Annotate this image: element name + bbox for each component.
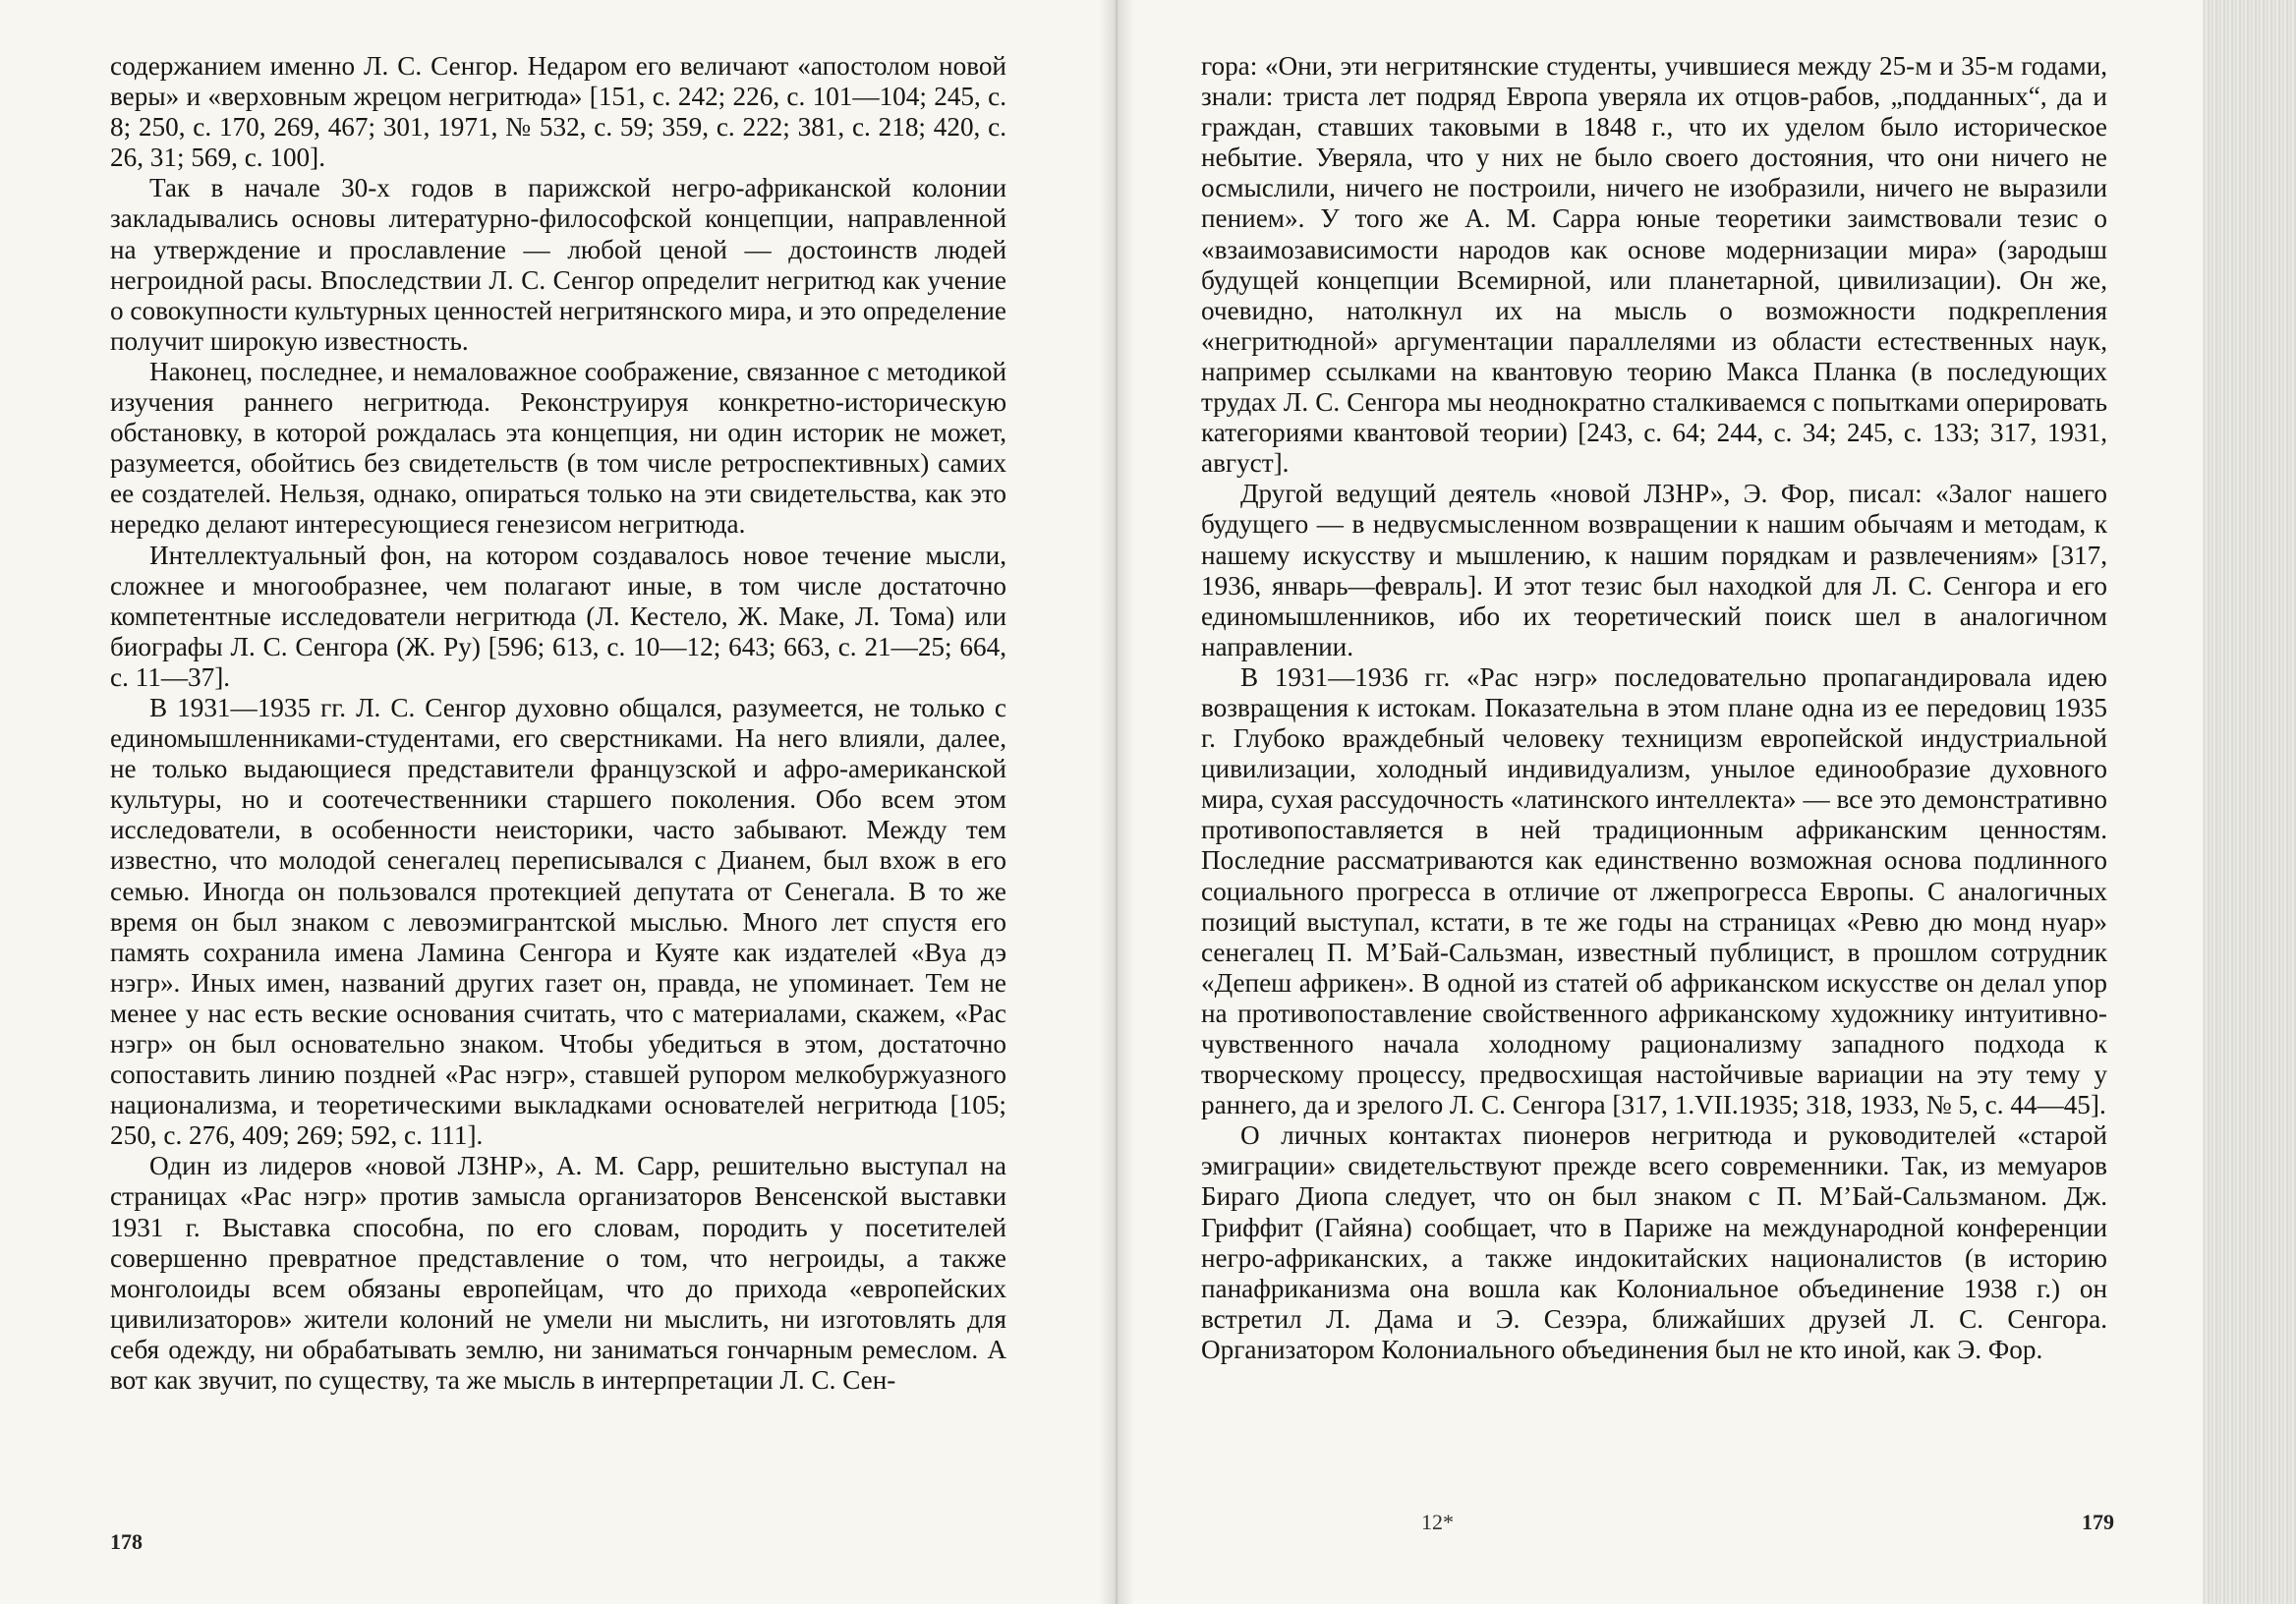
page-edges: [2203, 0, 2296, 1604]
right-page: [1201, 51, 2107, 1365]
page-gutter: [1099, 0, 1134, 1604]
paragraph: В 1931—1935 гг. Л. С. Сенгор духовно общался, разумеется, не только с единомышленниками-студентами, его сверстниками. На него влияли, далее, не только выдающиеся представители французской и афро-американской культуры, но и соотечественники старшего поколения. Обо всем этом исследователи, в особенности неисторики, часто забывают. Между тем известно, что молодой сенегалец переписывался с Дианем, был вхож в его семью. Иногда он пользовался протекцией депутата от Сенегала. В то же время он был знаком с левоэмигрантской мыслью. Много лет спустя его память сохранила имена Ламина Сенгора и Куяте как издателей «Вуа дэ нэгр». Иных имен, названий других газет он, правда, не упоминает. Тем не менее у нас есть веские основания считать, что с материалами, скажем, «Рас нэгр» он был основательно знаком. Чтобы убедиться в этом, достаточно сопоставить линию поздней «Рас нэгр», ставшей рупором мелкобуржуазного национализма, и теоретическими выкладками основателей негритюда [105; 250, с. 276, 409; 269; 592, с. 111].: [110, 692, 1006, 1151]
paragraph: В 1931—1936 гг. «Рас нэгр» последовательно пропагандировала идею возвращения к истокам. Показательна в этом плане одна из ее передовиц 1935 г. Глубоко враждебный человеку техницизм европейской индустриальной цивилизации, холодный индивидуализм, унылое единообразие духовного мира, сухая рассудочность «латинского интеллекта» — все это демонстративно противопоставляется в ней традиционным африканским ценностям. Последние рассматриваются как единственно возможная основа подлинного социального прогресса в отличие от лжепрогресса Европы. С аналогичных позиций выступал, кстати, в те же годы на страницах «Ревю дю монд нуар» сенегалец П. М’Бай-Сальзман, известный публицист, в прошлом сотрудник «Депеш африкен». В одной из статей об африканском искусстве он делал упор на противопоставление свойственного африканскому художнику интуитивно-чувственного начала холодному рационализму западного подхода к творческому процессу, предвосхищая настойчивые вариации на эту тему у раннего, да и зрелого Л. С. Сенгора [317, 1.VII.1935; 318, 1933, № 5, с. 44—45].: [1201, 661, 2107, 1120]
paragraph: Так в начале 30-х годов в парижской негро-африканской колонии закладывались основы литературно-философской концепции, направленной на утверждение и прославление — любой ценой — достоинств людей негроидной расы. Впоследствии Л. С. Сенгор определит негритюд как учение о совокупности культурных ценностей негритянского мира, и это определение получит широкую известность.: [110, 173, 1006, 356]
left-page: [110, 51, 1006, 1396]
paragraph: содержанием именно Л. С. Сенгор. Недаром его величают «апостолом новой веры» и «верховным жрецом негритюда» [151, с. 242; 226, с. 101—104; 245, с. 8; 250, с. 170, 269, 467; 301, 1971, № 532, с. 59; 359, с. 222; 381, с. 218; 420, с. 26, 31; 569, с. 100].: [110, 51, 1006, 173]
paragraph: гора: «Они, эти негритянские студенты, учившиеся между 25-м и 35-м годами, знали: триста лет подряд Европа уверяла их отцов-рабов, „подданных“, да и граждан, ставших таковыми в 1848 г., что их уделом было историческое небытие. Уверяла, что у них не было своего достояния, что они ничего не осмыслили, ничего не построили, ничего не изобразили, ничего не выразили пением». У того же А. М. Сарра юные теоретики заимствовали тезис о «взаимозависимости народов как основе модернизации мира» (зародыш будущей концепции Всемирной, или планетарной, цивилизации). Он же, очевидно, натолкнул их на мысль о возможности подкрепления «негритюдной» аргументации параллелями из области естественных наук, например ссылками на квантовую теорию Макса Планка (в последующих трудах Л. С. Сенгора мы неоднократно сталкиваемся с попытками оперировать категориями квантовой теории) [243, с. 64; 244, с. 34; 245, с. 133; 317, 1931, август].: [1201, 51, 2107, 479]
paragraph: Интеллектуальный фон, на котором создавалось новое течение мысли, сложнее и многообразнее, чем полагают иные, в том числе достаточно компетентные исследователи негритюда (Л. Кестело, Ж. Маке, Л. Тома) или биографы Л. С. Сенгора (Ж. Ру) [596; 613, с. 10—12; 643; 663, с. 21—25; 664, с. 11—37].: [110, 540, 1006, 692]
page-number-right: 179: [2082, 1510, 2114, 1534]
page-number-left: 178: [110, 1529, 143, 1554]
paragraph: О личных контактах пионеров негритюда и руководителей «старой эмиграции» свидетельствуют прежде всего современники. Так, из мемуаров Бираго Диопа следует, что он был знаком с П. М’Бай-Сальзманом. Дж. Гриффит (Гайяна) сообщает, что в Париже на международной конференции негро-африканских, а также индокитайских националистов (в историю панафриканизма она вошла как Колониальное объединение 1938 г.) он встретил Л. Дама и Э. Сезэра, ближайших друзей Л. С. Сенгора. Организатором Колониального объединения был не кто иной, как Э. Фор.: [1201, 1120, 2107, 1364]
signature-mark: 12*: [1421, 1510, 1454, 1534]
paragraph: Другой ведущий деятель «новой ЛЗНР», Э. Фор, писал: «Залог нашего будущего — в недвусмысленном возвращении к нашим обычаям и методам, к нашему искусству и мышлению, к нашим порядкам и развлечениям» [317, 1936, январь—февраль]. И этот тезис был находкой для Л. С. Сенгора и его единомышленников, ибо их теоретический поиск шел в аналогичном направлении.: [1201, 479, 2107, 661]
paragraph: Один из лидеров «новой ЛЗНР», А. М. Сарр, решительно выступал на страницах «Рас нэгр» против замысла организаторов Венсенской выставки 1931 г. Выставка способна, по его словам, породить у посетителей совершенно превратное представление о том, что негроиды, а также монголоиды всем обязаны европейцам, что до прихода «европейских цивилизаторов» жители колоний не умели ни мыслить, ни изготовлять для себя одежду, ни обрабатывать землю, ни заниматься гончарным ремеслом. А вот как звучит, по существу, та же мысль в интерпретации Л. С. Сен-: [110, 1151, 1006, 1396]
paragraph: Наконец, последнее, и немаловажное соображение, связанное с методикой изучения раннего негритюда. Реконструируя конкретно-историческую обстановку, в которой рождалась эта концепция, ни один историк не может, разумеется, обойтись без свидетельств (в том числе ретроспективных) самих ее создателей. Нельзя, однако, опираться только на эти свидетельства, как это нередко делают интересующиеся генезисом негритюда.: [110, 356, 1006, 540]
